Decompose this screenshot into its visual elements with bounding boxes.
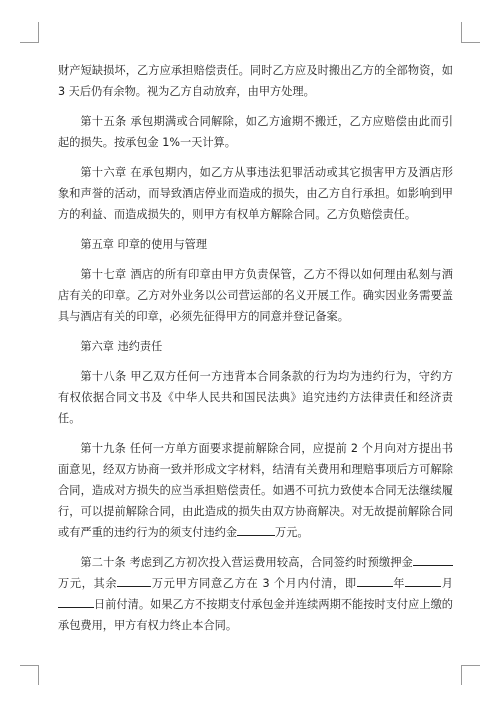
paragraph-text: 第十六章 在承包期内，如乙方从事违法犯罪活动或其它损害甲方及酒店形象和声誉的活动，而导致酒店停业而造成的损失，由乙方自行承担。如影响到甲方的利益、而造成损失的，则甲方有权单方解除合同。乙方负赔偿责任。 — [58, 166, 453, 221]
contract-paragraph — [58, 438, 453, 543]
paragraph-text: 财产短缺损坏，乙方应承担赔偿责任。同时乙方应及时搬出乙方的全部物资，如 3 天后仍有余物。视为乙方自动放弃，由甲方处理。 — [58, 64, 453, 98]
contract-paragraph — [58, 162, 453, 225]
paragraph-text: 第十七章 酒店的所有印章由甲方负责保管，乙方不得以如何理由私刻与酒店有关的印章。乙方对外业务以公司营运部的名义开展工作。确实因业务需要盖具与酒店有关的印章，必须先征得甲方的同意并登记备案。 — [58, 268, 453, 323]
paragraph-text: 日前付清。如果乙方不按期支付承包金并连续两期不能按时支付应上缴的承包费用，甲方有权力终止本合同。 — [58, 598, 453, 632]
contract-paragraph — [58, 366, 453, 429]
contract-paragraph — [58, 552, 453, 636]
paragraph-text: 第十八条 甲乙双方任何一方违背本合同条款的行为均为违约行为，守约方有权依据合同文书及《中华人民共和国民法典》追究违约方法律责任和经济责任。 — [58, 370, 453, 425]
crop-mark-top-left-h — [20, 42, 39, 43]
fill-in-blank — [237, 523, 275, 536]
crop-mark-top-right-h — [461, 42, 480, 43]
paragraph-text: 年 — [392, 577, 406, 590]
paragraph-text: 月 — [441, 577, 453, 590]
paragraph-text: 万元。 — [275, 526, 309, 539]
document-body — [58, 60, 453, 645]
crop-mark-bottom-left-v — [38, 665, 39, 685]
paragraph-text: 万元甲方同意乙方在 3 个月内付清，即 — [151, 577, 357, 590]
paragraph-text: 第十五条 承包期满或合同解除，如乙方逾期不搬迁，乙方应赔偿由此而引起的损失。按承包金 1%一天计算。 — [58, 115, 453, 149]
paragraph-text: 万元，其余 — [58, 577, 118, 590]
contract-paragraph — [58, 60, 453, 102]
fill-in-blank — [357, 574, 393, 587]
contract-paragraph — [58, 264, 453, 327]
fill-in-blank — [405, 574, 441, 587]
crop-mark-bottom-right-v — [461, 665, 462, 685]
fill-in-blank — [413, 553, 453, 566]
crop-mark-top-right-v — [461, 22, 462, 42]
crop-mark-bottom-right-h — [461, 665, 480, 666]
chapter-heading — [58, 336, 453, 357]
chapter-heading — [58, 234, 453, 255]
paragraph-text: 第六章 违约责任 — [80, 340, 163, 353]
fill-in-blank — [58, 595, 94, 608]
contract-paragraph — [58, 111, 453, 153]
crop-mark-bottom-left-h — [20, 665, 39, 666]
paragraph-text: 第十九条 任何一方单方面要求提前解除合同，应提前 2 个月向对方提出书面意见，经双方协商一致并形成文字材料，结清有关费用和理赔事项后方可解除合同，造成对方损失的应当承担赔偿责任。如遇不可抗力致使本合同无法继续履行，可以提前解除合同，由此造成的损失由双方协商解决。对无故提前解除合同或有严重的违约行为的须支付违约金 — [58, 442, 453, 539]
paragraph-text: 第二十条 考虑到乙方初次投入营运费用较高，合同签约时预缴押金 — [80, 556, 413, 569]
fill-in-blank — [117, 574, 151, 587]
crop-mark-top-left-v — [38, 22, 39, 42]
paragraph-text: 第五章 印章的使用与管理 — [80, 238, 208, 251]
